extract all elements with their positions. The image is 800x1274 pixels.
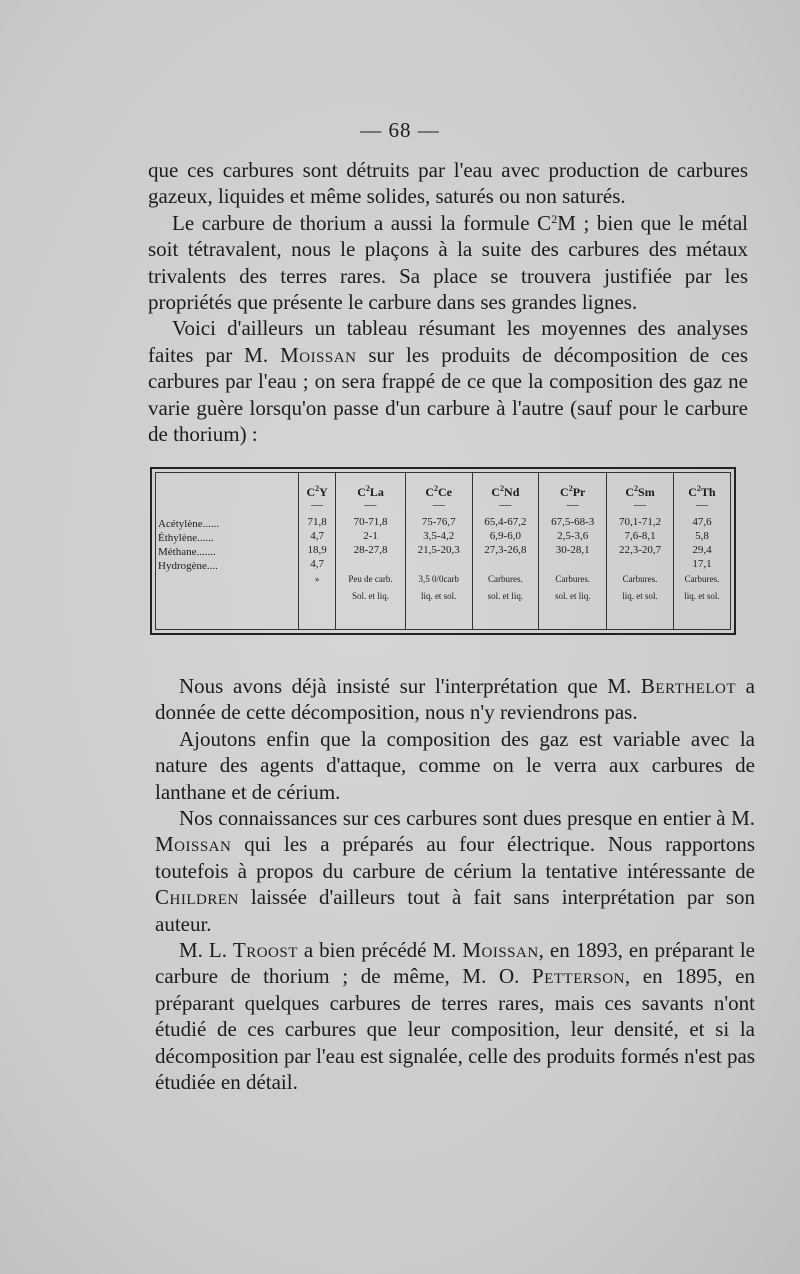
text-run: qui les a préparés au four électrique. Nous rapportons toutefois à propos du carbure de cérium la tentative intéressante de	[155, 832, 755, 883]
header-subscript: 2	[434, 484, 439, 493]
header-carbon: C	[491, 485, 501, 499]
paragraph	[148, 157, 748, 210]
header-subscript: 2	[315, 484, 320, 493]
table-header-row	[156, 473, 730, 515]
composition-column	[607, 515, 674, 629]
cell-value: 70,1-71,2	[618, 516, 662, 528]
composition-column	[673, 515, 730, 629]
page-number: — 68 —	[360, 118, 440, 142]
column-header	[539, 473, 607, 515]
text-run: que ces carbures sont détruits par l'eau avec production de carbures gazeux, liquides et même solides, saturés ou non saturés.	[148, 158, 748, 209]
table-inner-border	[155, 472, 731, 630]
text-run: a donnée de cette décomposition, nous n'y reviendrons pas.	[155, 674, 755, 725]
column-header	[607, 473, 674, 515]
author-name: Berthelot	[640, 674, 737, 698]
header-carbon: C	[625, 485, 635, 499]
carbide-table	[156, 473, 730, 629]
cell-value: 67,5-68-3	[551, 516, 595, 528]
superscript: 2	[551, 211, 558, 226]
header-carbon: C	[357, 485, 366, 499]
cell-value: 4,7	[310, 558, 324, 570]
cell-note: sol. et liq.	[554, 591, 591, 601]
header-subscript: 2	[568, 484, 573, 493]
cell-value: 22,3-20,7	[618, 544, 662, 556]
author-name: Troost	[232, 938, 298, 963]
row-label: Éthylène......	[158, 532, 214, 544]
text-run: Nos connaissances sur ces carbures sont dues presque en entier à M.	[179, 806, 755, 831]
author-name: Moissan	[280, 342, 357, 367]
row-labels	[156, 515, 299, 629]
gas-composition-table	[150, 467, 736, 635]
composition-column	[299, 515, 336, 629]
column-header	[673, 473, 730, 515]
text-run: Nous avons déjà insisté sur l'interprétation que M.	[179, 674, 641, 698]
text-run: , en 1895, en préparant quelques carbures de terres rares, mais ces savants n'ont étudié de ces carbures que leur composition, leur densité, et si la décomposition par l'eau est signalée, celle des produits formés n'est pas étudiée en détail.	[155, 964, 755, 1095]
column-header	[405, 473, 472, 515]
cell-note: liq. et sol.	[684, 591, 720, 601]
cell-note: Sol. et liq.	[352, 591, 390, 601]
row-label: Hydrogène....	[158, 560, 218, 572]
cell-value: 21,5-20,3	[417, 544, 460, 556]
header-empty	[156, 473, 299, 515]
column-header	[472, 473, 539, 515]
header-dash: —	[695, 497, 708, 511]
cell-value: 27,3-26,8	[484, 544, 527, 556]
cell-note: »	[314, 574, 320, 584]
cell-value	[609, 557, 671, 571]
cell-value	[338, 557, 403, 571]
row-label: Méthane.......	[158, 546, 216, 558]
closing-text	[155, 673, 755, 1096]
paragraph	[155, 937, 755, 1095]
author-name: Petterson	[532, 964, 625, 989]
text-run: M ; bien que le métal soit tétravalent, nous le plaçons à la suite des carbures des métaux trivalents des terres rares. Sa place se trouvera justifiée par les propriétés que présente le carbure dans ses grandes lignes.	[148, 210, 748, 315]
header-carbon: C	[306, 485, 316, 499]
cell-value: 75-76,7	[421, 516, 456, 528]
header-element: Sm	[638, 485, 655, 499]
cell-value: 70-71,8	[353, 516, 388, 528]
cell-value	[541, 557, 604, 571]
header-subscript: 2	[365, 484, 370, 493]
text-run: laissée d'ailleurs tout à fait sans interprétation par son auteur.	[155, 885, 755, 936]
header-dash: —	[499, 497, 512, 511]
cell-note: liq. et sol.	[622, 591, 658, 601]
cell-value	[475, 557, 537, 571]
cell-value: 47,6	[692, 516, 712, 528]
header-dash: —	[432, 497, 445, 511]
cell-value: 29,4	[692, 544, 712, 556]
cell-note: liq. et sol.	[420, 591, 457, 601]
text-run: , en 1893, en préparant le carbure de thorium ; de même, M. O.	[155, 938, 755, 989]
header-element: Pr	[572, 485, 586, 499]
paragraph	[155, 673, 755, 726]
column-header	[299, 473, 336, 515]
header-element: Ce	[438, 485, 453, 499]
table-body-row	[156, 515, 730, 629]
composition-column	[405, 515, 472, 629]
text-run: Le carbure de thorium a aussi la formule C	[172, 210, 552, 235]
cell-value: 7,6-8,1	[624, 530, 656, 542]
row-label: Acétylène......	[158, 518, 220, 530]
intro-text	[148, 157, 748, 447]
author-name: Children	[155, 885, 239, 910]
cell-value	[408, 557, 470, 571]
header-element: Y	[319, 485, 328, 499]
column-header	[336, 473, 406, 515]
header-carbon: C	[688, 485, 697, 499]
cell-value: 2-1	[363, 530, 378, 542]
cell-value: 5,8	[695, 530, 709, 542]
cell-value: 30-28,1	[555, 544, 590, 556]
header-subscript: 2	[500, 484, 505, 493]
author-name: Moissan	[155, 832, 232, 857]
paragraph	[148, 315, 748, 447]
text-run: M. L.	[179, 938, 233, 963]
cell-value: 4,7	[310, 530, 324, 542]
composition-column	[472, 515, 539, 629]
header-carbon: C	[425, 485, 435, 499]
header-dash: —	[566, 497, 579, 511]
header-dash: —	[634, 497, 647, 511]
composition-column	[336, 515, 406, 629]
header-element: La	[369, 485, 384, 499]
text-run: a bien précédé M.	[297, 938, 463, 963]
header-dash: —	[311, 497, 324, 511]
cell-value: 2,5-3,6	[557, 530, 589, 542]
cell-note: Carbures.	[684, 574, 720, 584]
cell-value: 6,9-6,0	[489, 530, 521, 542]
header-dash: —	[364, 497, 377, 511]
cell-note: Carbures.	[555, 574, 591, 584]
cell-note: Carbures.	[622, 574, 658, 584]
cell-value: 65,4-67,2	[484, 516, 527, 528]
header-subscript: 2	[634, 484, 639, 493]
author-name: Moissan	[462, 938, 539, 963]
cell-note: Peu de carb.	[348, 574, 393, 584]
cell-note: sol. et liq.	[487, 591, 524, 601]
cell-value: 71,8	[307, 516, 327, 528]
cell-value: 28-27,8	[353, 544, 388, 556]
paragraph	[155, 805, 755, 937]
cell-value: 17,1	[692, 558, 712, 570]
header-subscript: 2	[696, 484, 701, 493]
cell-note: Carbures.	[488, 574, 523, 584]
paragraph	[155, 726, 755, 805]
header-element: Nd	[504, 485, 520, 499]
composition-column	[539, 515, 607, 629]
text-run: Voici d'ailleurs un tableau résumant les moyennes des analyses faites par M.	[148, 316, 748, 367]
paragraph	[148, 210, 748, 316]
cell-value: 18,9	[307, 544, 327, 556]
header-carbon: C	[560, 485, 569, 499]
cell-value: 3,5-4,2	[423, 530, 455, 542]
header-element: Th	[700, 485, 716, 499]
cell-note: 3,5 0/0carb	[418, 574, 459, 584]
text-run: Ajoutons enfin que la composition des gaz est variable avec la nature des agents d'attaque, comme on le verra aux carbures de lanthane et de cérium.	[155, 726, 755, 804]
text-run: sur les produits de décomposition de ces carbures par l'eau ; on sera frappé de ce que la composition des gaz ne varie guère lorsqu'on passe d'un carbure à l'autre (sauf pour le carbure de thorium) :	[148, 342, 748, 447]
